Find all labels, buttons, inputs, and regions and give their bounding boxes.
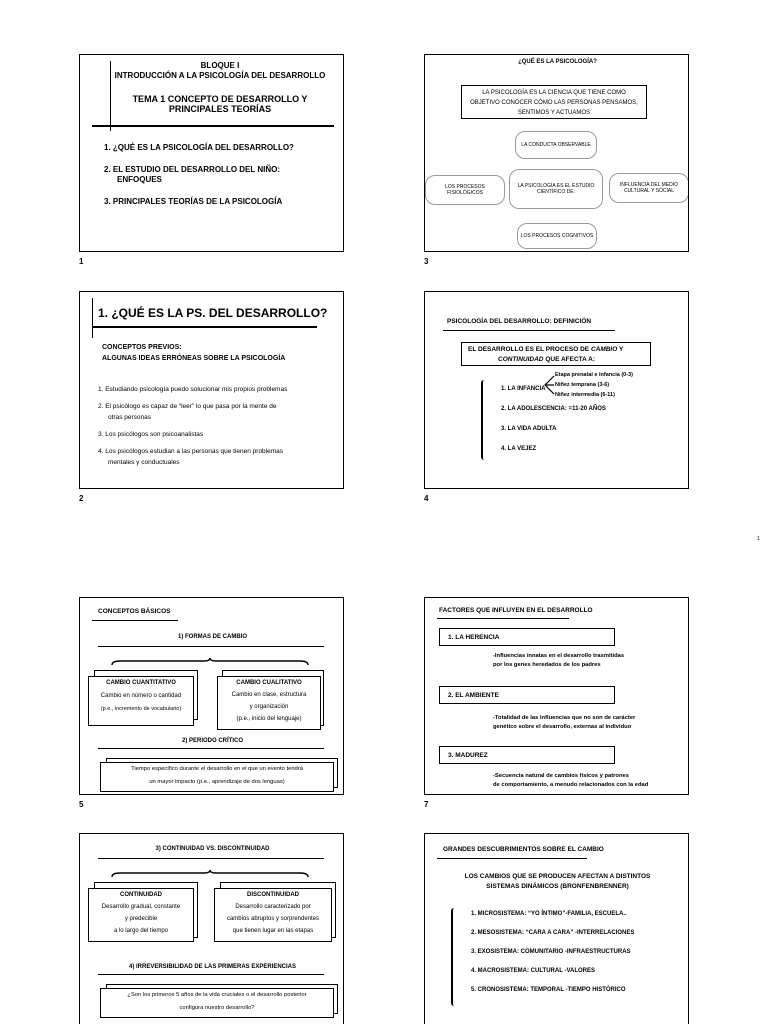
slide-4-title: PSICOLOGÍA DEL DESARROLLO: DEFINICIÓN <box>447 318 592 325</box>
margin-mark: 1 <box>757 536 760 542</box>
slide-bron-item-2: 2. MESOSISTEMA: “CARA A CARA” -INTERRELACIONES <box>471 930 635 936</box>
slide-5-title: CONCEPTOS BÁSICOS <box>98 608 171 615</box>
slide-3-fisiologicos-node <box>425 175 505 205</box>
slide-4-item-3: 3. LA VIDA ADULTA <box>501 426 557 432</box>
slide-5-periodo-line <box>98 748 324 749</box>
slide-cont-c-line2: y predecible <box>124 916 158 922</box>
slide-5-brace-icon <box>110 658 310 666</box>
slide-3-medio-line2: CULTURAL Y SOCIAL <box>623 188 675 194</box>
slide-2-title: 1. ¿QUÉ ES LA PS. DEL DESARROLLO? <box>98 306 328 320</box>
slide-4-definition-box <box>461 342 651 366</box>
slide-4-item-2: 2. LA ADOLESCENCIA: =11-20 AÑOS <box>501 406 606 412</box>
slide-bron-title-underline <box>437 858 587 859</box>
slide-2-title-underline <box>92 326 317 328</box>
slide-5-title-underline <box>92 620 178 621</box>
slide-1-bloque: BLOQUE I <box>200 61 240 70</box>
slide-2-item-4-line1: 4. Los psicólogos estudian a las personas que tienen problemas <box>98 448 284 455</box>
slide-7-ambiente-line1: -Totalidad de las influencias que no son de carácter <box>493 715 636 721</box>
slide-4-def-cambio: CAMBIO <box>590 346 618 353</box>
slide-5-formas-line <box>98 646 324 647</box>
slide-bron-sub-line1: LOS CAMBIOS QUE SE PRODUCEN AFECTAN A DISTINTOS <box>464 873 651 880</box>
slide-2-item-1: 1. Estudiando psicología puedo solucionar mis propios problemas <box>98 386 288 393</box>
slide-4-def-text1: EL DESARROLLO ES EL PROCESO DE <box>468 346 590 353</box>
slide-7-herencia-line1: -Influencias innatas en el desarrollo trasmitidas <box>493 653 625 659</box>
page-number-4: 4 <box>424 494 429 503</box>
slide-4-title-underline <box>443 330 615 331</box>
slide-5-cuanti-title: CAMBIO CUANTITATIVO <box>106 680 176 686</box>
slide-2-vline <box>92 298 93 338</box>
slide-cont-irrev: 4) IRREVERSIBILIDAD DE LAS PRIMERAS EXPERIENCIAS <box>128 964 297 970</box>
slide-4-item-1: 1. LA INFANCIA <box>501 386 546 392</box>
slide-3-fisio-line1: LOS PROCESOS <box>445 184 485 190</box>
slide-cont-irrev-line <box>98 974 324 975</box>
slide-1-item-2-line2: ENFOQUES <box>117 175 162 184</box>
page-number-2: 2 <box>79 494 84 503</box>
slide-4-sub-1: Etapa prenatal e infancia (0-3) <box>555 372 633 378</box>
slide-bron-sub-line2: SISTEMAS DINÁMICOS (BRONFENBRENNER) <box>486 883 629 890</box>
slide-cont-d-title: DISCONTINUIDAD <box>247 892 299 898</box>
slide-bron-item-3: 3. EXOSISTEMA: COMUNITARIO -INFRAESTRUCTURAS <box>471 949 631 955</box>
page-number-3: 3 <box>424 257 429 266</box>
slide-3-title: ¿QUÉ ES LA PSICOLOGÍA? <box>518 59 597 65</box>
slide-5-cualitativo-box <box>217 676 321 730</box>
slide-7-ambiente-box: 2. EL AMBIENTE <box>439 686 615 704</box>
slide-3-center-line2: CIENTÍFICO DE: <box>536 189 576 195</box>
slide-3-center-node <box>509 169 603 209</box>
slide-cont-c-line1: Desarrollo gradual, constante <box>101 904 181 910</box>
slide-1-divider <box>92 125 334 127</box>
slide-1-tema-line2: PRINCIPALES TEORÍAS <box>168 104 272 114</box>
slide-5-cuali-line3: (p.e., inicio del lenguaje) <box>236 716 302 722</box>
slide-7 <box>424 597 689 795</box>
slide-3-cognitivos-node: LOS PROCESOS COGNITIVOS <box>517 223 597 249</box>
slide-7-madurez-line2: de comportamiento, a menudo relacionados con la edad <box>493 782 649 788</box>
slide-bron-title: GRANDES DESCUBRIMIENTOS SOBRE EL CAMBIO <box>443 846 604 853</box>
slide-7-title: FACTORES QUE INFLUYEN EN EL DESARROLLO <box>439 607 593 614</box>
slide-4-def-continuidad: CONTINUIDAD <box>498 356 544 363</box>
slide-7-herencia-line2: por los genes heredados de los padres <box>493 662 601 668</box>
slide-1-item-1: 1. ¿QUÉ ES LA PSICOLOGÍA DEL DESARROLLO? <box>104 143 294 152</box>
slide-2-sub2: ALGUNAS IDEAS ERRÓNEAS SOBRE LA PSICOLOGÍA <box>102 355 286 362</box>
slide-2-sub1: CONCEPTOS PREVIOS: <box>102 344 182 351</box>
slide-1-tema-line1: TEMA 1 CONCEPTO DE DESARROLLO Y <box>132 94 308 104</box>
slide-5 <box>79 597 344 795</box>
slide-3-definition-box <box>461 85 647 119</box>
slide-3-center-line1: LA PSICOLOGÍA ES EL ESTUDIO <box>517 183 595 189</box>
slide-cont-q-line1: ¿Son los primeros 5 años de la vida cruciales o el desarrollo posterior <box>127 992 307 998</box>
slide-cont-c-line3: a lo largo del tiempo <box>113 928 169 934</box>
slide-4-def-text2: QUE AFECTA A: <box>545 356 596 363</box>
slide-2-item-2-line2: otras personas <box>108 414 151 421</box>
slide-7-madurez-line1: -Secuencia natural de cambios físicos y patrones <box>493 773 629 779</box>
slide-5-cuanti-line2: (p.e., incremento de vocabulario) <box>100 706 182 712</box>
slide-2-item-4-line2: mentales y conductuales <box>108 459 180 466</box>
slide-2-item-2-line1: 2. El psicólogo es capaz de “leer” lo que pasa por la mente de <box>98 403 277 410</box>
slide-cont-discontinuidad-box <box>214 888 332 942</box>
slide-3-medio-node <box>609 173 689 203</box>
slide-cont-q-line2: configura nuestro desarrollo? <box>179 1005 255 1011</box>
slide-5-periodo-line1: Tiempo específico durante el desarrollo en el que un evento tendrá <box>131 766 303 772</box>
slide-bron-item-5: 5. CRONOSISTEMA: TEMPORAL -TIEMPO HISTÓRICO <box>471 987 626 993</box>
slide-cont-continuidad-box <box>88 888 194 942</box>
slide-5-cuali-line1: Cambio en clase, estructura <box>231 692 307 698</box>
slide-2 <box>79 291 344 489</box>
slide-3-fisio-line2: FISIOLÓGICOS <box>447 190 483 196</box>
slide-4 <box>424 291 689 489</box>
slide-3-def-line1: LA PSICOLOGÍA ES LA CIENCIA QUE TIENE COMO <box>482 90 626 96</box>
slide-5-periodo: 2) PERIODO CRÍTICO <box>181 738 243 744</box>
slide-3-def-line2: OBJETIVO CONOCER CÓMO LAS PERSONAS PENSAMOS, <box>470 100 638 106</box>
slide-cont-c-title: CONTINUIDAD <box>120 892 162 898</box>
slide-1-intro: INTRODUCCIÓN A LA PSICOLOGÍA DEL DESARROLLO <box>114 71 326 80</box>
slide-cont-title: 3) CONTINUIDAD VS. DISCONTINUIDAD <box>155 846 270 852</box>
slide-cont-d-line3: que tienen lugar en las etapas <box>232 928 314 934</box>
slide-cont-d-line2: cambios abruptos y sorprendentes <box>226 916 320 922</box>
slide-bronfenbrenner <box>424 833 689 1024</box>
page-number-5: 5 <box>79 800 84 809</box>
slide-5-cuali-line2: y organización <box>249 704 289 710</box>
slide-bron-brace <box>451 908 457 1006</box>
slide-3-conducta-node: LA CONDUCTA OBSERVABLE <box>515 131 597 159</box>
slide-2-item-3: 3. Los psicólogos son psicoanalistas <box>98 431 204 438</box>
slide-4-item-4: 4. LA VEJEZ <box>501 446 537 452</box>
slide-bron-item-4: 4. MACROSISTEMA: CULTURAL -VALORES <box>471 968 595 974</box>
slide-5-formas: 1) FORMAS DE CAMBIO <box>178 634 247 640</box>
slide-1 <box>79 54 344 252</box>
page-number-1: 1 <box>79 257 84 266</box>
slide-cont-brace-icon <box>110 870 310 878</box>
slide-7-madurez-box: 3. MADUREZ <box>439 746 615 764</box>
slide-1-item-3: 3. PRINCIPALES TEORÍAS DE LA PSICOLOGÍA <box>104 197 283 206</box>
page-number-7: 7 <box>424 800 429 809</box>
slide-7-herencia-box: 1. LA HERENCIA <box>439 628 615 646</box>
slide-3-medio-line1: INFLUENCIA DEL MEDIO <box>619 182 679 188</box>
slide-5-cuali-title: CAMBIO CUALITATIVO <box>236 680 302 686</box>
slide-1-item-2-line1: 2. EL ESTUDIO DEL DESARROLLO DEL NIÑO: <box>104 165 281 174</box>
slide-continuidad <box>79 833 344 1024</box>
slide-cont-d-line1: Desarrollo caracterizado por <box>235 904 311 910</box>
slide-7-title-underline <box>437 618 569 619</box>
slide-5-cuantitativo-box <box>88 676 194 726</box>
slide-4-brace <box>481 380 487 460</box>
slide-5-periodo-line2: un mayor impacto (p.e., aprendizaje de dos lenguas) <box>149 779 285 785</box>
slide-cont-question-box <box>100 988 334 1018</box>
slide-3 <box>424 54 689 252</box>
slide-bron-item-1: 1. MICROSISTEMA: “YO ÍNTIMO”-FAMILIA, ESCUELA.. <box>471 911 627 917</box>
slide-4-sub-2: Niñez temprana (3-6) <box>555 382 610 388</box>
slide-4-def-y: Y <box>619 346 624 353</box>
slide-7-ambiente-line2: genético sobre el desarrollo, externas al individuo <box>493 724 632 730</box>
slide-4-sub-3: Niñez intermedia (6-11) <box>555 392 615 398</box>
slide-5-cuanti-line1: Cambio en número o cantidad <box>100 693 182 699</box>
slide-3-def-line3: SENTIMOS Y ACTUAMOS <box>517 110 591 116</box>
slide-5-periodo-box <box>100 762 334 792</box>
slide-cont-title-line <box>98 858 324 859</box>
